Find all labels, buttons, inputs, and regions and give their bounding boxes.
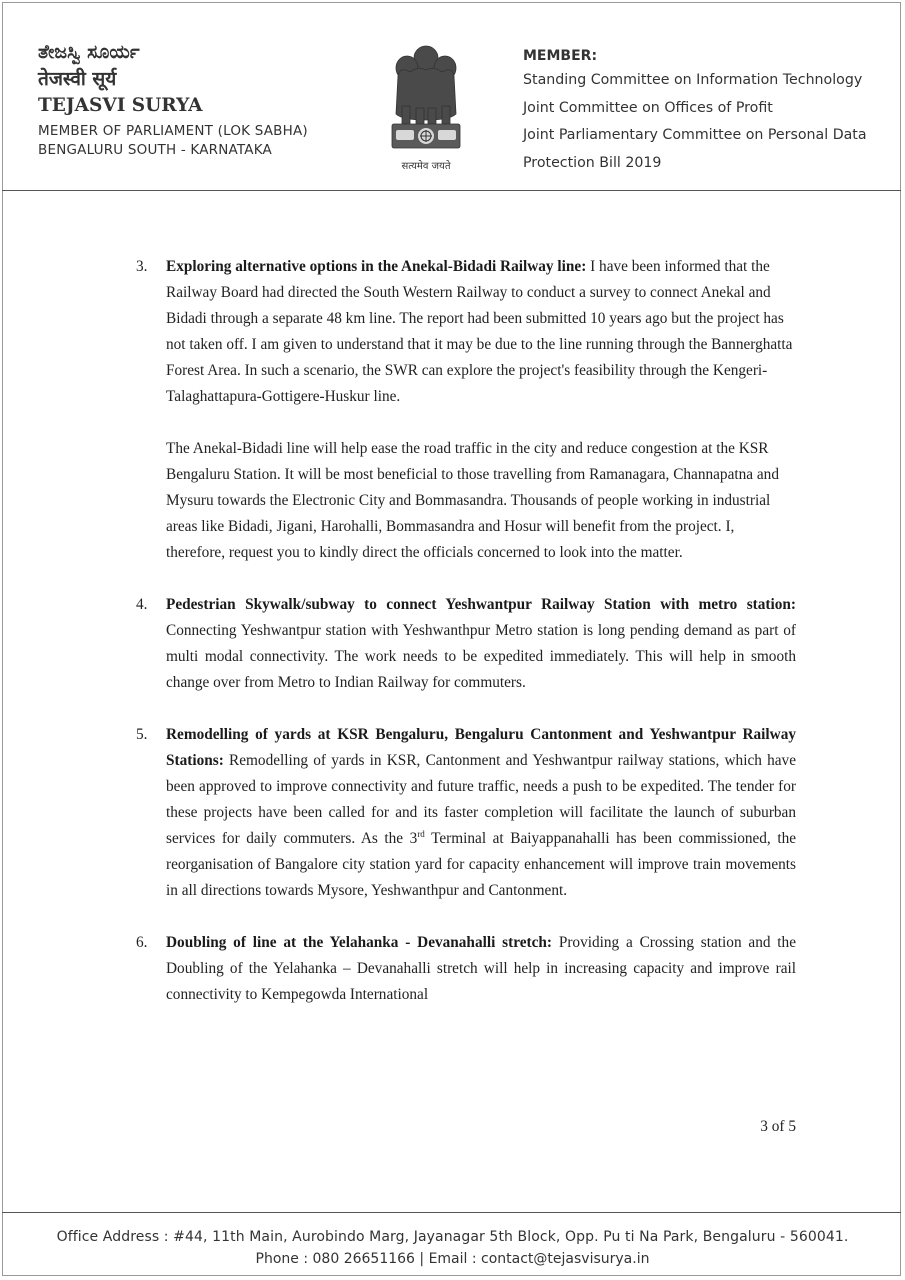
name-hindi: तेजस्वी सूर्य	[38, 68, 117, 90]
item-number: 6.	[136, 934, 148, 951]
item-text: Remodelling of yards in KSR, Cantonment and Yeshwantpur railway stations, which have been approved to improve connectivity and future traffic, needs a push to be expedited. The tender for these projects have been called for and its faster completion will facilitate the launch of suburban services for daily commuters. As the 3	[166, 752, 796, 847]
item-text: Providing a Crossing station and the Doubling of the Yelahanka – Devanahalli stretch will help in increasing capacity and improve rail connectivity to Kempegowda International	[166, 934, 796, 1003]
footer-divider	[2, 1212, 901, 1213]
item-number: 3.	[136, 258, 148, 275]
item-heading: Remodelling of yards at KSR Bengaluru, Bengaluru Cantonment and Yeshwantpur Railway Stations:	[166, 726, 796, 769]
committee-item: Joint Committee on Offices of Profit	[523, 99, 773, 116]
committee-item: Joint Parliamentary Committee on Personal Data	[523, 127, 867, 143]
committee-item: Protection Bill 2019	[523, 154, 662, 171]
item-heading: Pedestrian Skywalk/subway to connect Yeshwantpur Railway Station with metro station:	[166, 596, 796, 613]
emblem-caption: सत्यमेव जयते	[401, 161, 451, 172]
membership-block	[523, 45, 867, 177]
list-item	[136, 592, 796, 696]
name-kannada: ತೇಜಸ್ವಿ ಸೂರ್ಯ	[38, 41, 140, 63]
header-divider	[2, 190, 901, 191]
contact-line: Phone : 080 26651166 | Email : contact@tejasvisurya.in	[255, 1251, 650, 1267]
designation: MEMBER OF PARLIAMENT (LOK SABHA)	[38, 123, 308, 139]
item-text-continued: Terminal at Baiyappanahalli has been commissioned, the reorganisation of Bangalore city station yard for capacity enhancement will improve train movements in all directions towards Mysore, Yeshwanthpur and Cantonment.	[166, 830, 797, 899]
sender-block	[38, 40, 308, 160]
letterhead	[0, 0, 905, 192]
list-item	[136, 254, 796, 410]
item-number: 5.	[136, 726, 148, 743]
committee-item: Standing Committee on Information Technology	[523, 72, 863, 88]
page-number: 3 of 5	[760, 1118, 796, 1135]
footer	[0, 1226, 905, 1270]
item-text: I have been informed that the Railway Board had directed the South Western Railway to conduct a survey to connect Anekal and Bidadi through a separate 48 km line. The report had been submitted 10 years ago but the project has not taken off. I am given to understand that it may be due to the line running through the Bannerghatta Forest Area. In such a scenario, the SWR can explore the project's feasibility through the Kengeri-Talaghattapura-Gottigere-Huskur line.	[166, 258, 793, 405]
national-emblem-icon	[380, 36, 472, 176]
constituency: BENGALURU SOUTH - KARNATAKA	[38, 142, 272, 158]
ordinal-suffix: rd	[417, 828, 425, 839]
item-text: Connecting Yeshwantpur station with Yeshwanthpur Metro station is long pending demand as part of multi modal connectivity. The work needs to be expedited immediately. This will help in smooth change over from Metro to Indian Railway for commuters.	[166, 622, 796, 691]
list-item	[136, 930, 796, 1008]
item-heading: Doubling of line at the Yelahanka - Devanahalli stretch:	[166, 934, 552, 951]
member-title: MEMBER:	[523, 48, 598, 64]
office-address: Office Address : #44, 11th Main, Aurobindo Marg, Jayanagar 5th Block, Opp. Pu ti Na Park, Bengaluru - 560041.	[56, 1229, 849, 1245]
letter-body	[136, 254, 796, 1008]
item-continuation-paragraph: The Anekal-Bidadi line will help ease the road traffic in the city and reduce congestion at the KSR Bengaluru Station. It will be most beneficial to those travelling from Ramanagara, Channapatna and Mysuru towards the Electronic City and Bommasandra. Thousands of people working in industrial areas like Bidadi, Jigani, Harohalli, Bommasandra and Hosur will benefit from the project. I, therefore, request you to kindly direct the officials concerned to look into the matter.	[166, 440, 779, 561]
item-number: 4.	[136, 596, 148, 613]
item-heading: Exploring alternative options in the Anekal-Bidadi Railway line:	[166, 258, 587, 275]
list-item	[136, 722, 796, 904]
name-english: TEJASVI SURYA	[38, 95, 203, 116]
